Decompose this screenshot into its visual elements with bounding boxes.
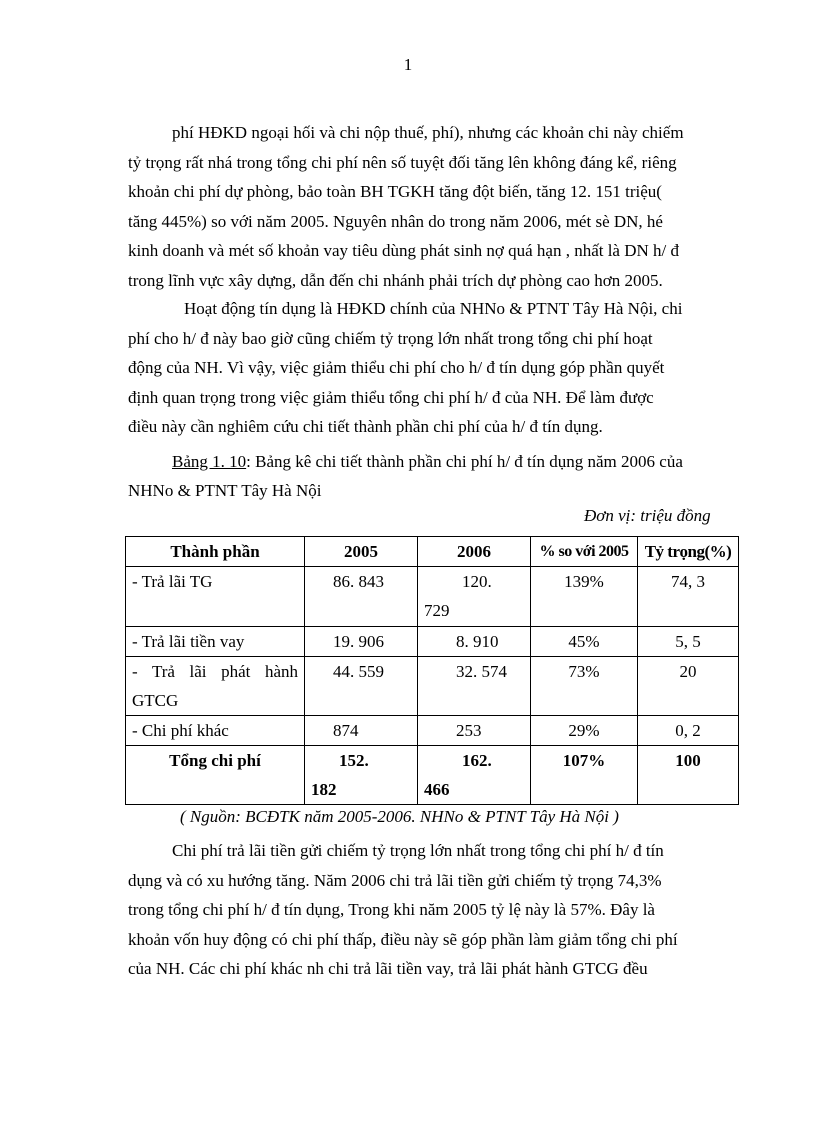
cell-share: 0, 2 bbox=[638, 716, 739, 746]
text-line: Hoạt động tín dụng là HĐKD chính của NHNo & PTNT Tây Hà Nội, chi bbox=[184, 299, 683, 318]
table-row bbox=[126, 627, 739, 657]
table-caption-text-2: NHNo & PTNT Tây Hà Nội bbox=[128, 481, 322, 500]
cell-2005: 86. 843 bbox=[305, 567, 418, 627]
text-line: trong lĩnh vực xây dựng, dẫn đến chi nhánh phải trích dự phòng cao hơn 2005. bbox=[128, 270, 663, 290]
cell-name: - Trả lãi tiền vay bbox=[126, 627, 305, 657]
header-cell: Tỷ trọng(%) bbox=[638, 537, 739, 567]
cell-share: 74, 3 bbox=[638, 567, 739, 627]
table-source: ( Nguồn: BCĐTK năm 2005-2006. NHNo & PTNT Tây Hà Nội ) bbox=[180, 807, 619, 826]
text-line: dụng và có xu hướng tăng. Năm 2006 chi trả lãi tiền gửi chiếm tỷ trọng 74,3% bbox=[128, 870, 662, 890]
cell-pct: 107% bbox=[531, 746, 638, 805]
cell-pct: 29% bbox=[531, 716, 638, 746]
cell-2005: 19. 906 bbox=[305, 627, 418, 657]
cost-breakdown-table bbox=[125, 536, 739, 805]
table-caption bbox=[128, 447, 742, 505]
paragraph-3 bbox=[128, 836, 742, 984]
cell-2006: 162. 466 bbox=[418, 746, 531, 805]
table-row bbox=[126, 657, 739, 716]
text-line: tăng 445%) so với năm 2005. Nguyên nhân do trong năm 2006, mét sè DN, hé bbox=[128, 211, 663, 231]
text-line: phí cho h/ đ này bao giờ cũng chiếm tỷ trọng lớn nhất trong tổng chi phí hoạt bbox=[128, 328, 653, 348]
table-header-row bbox=[126, 537, 739, 567]
table-total-row bbox=[126, 746, 739, 805]
table-row bbox=[126, 716, 739, 746]
paragraph-1 bbox=[128, 118, 742, 295]
cell-2005: 874 bbox=[305, 716, 418, 746]
unit-label: Đơn vị: triệu đồng bbox=[584, 506, 711, 525]
cell-pct: 45% bbox=[531, 627, 638, 657]
cell-name: - Trả lãi phát hành GTCG bbox=[126, 657, 305, 716]
page-number: 1 bbox=[403, 55, 413, 74]
cell-share: 5, 5 bbox=[638, 627, 739, 657]
text-line: Chi phí trả lãi tiền gửi chiếm tỷ trọng lớn nhất trong tổng chi phí h/ đ tín bbox=[172, 841, 664, 860]
table-row bbox=[126, 567, 739, 627]
text-line: của NH. Các chi phí khác nh chi trả lãi tiền vay, trả lãi phát hành GTCG đều bbox=[128, 959, 648, 978]
cell-2005: 152. 182 bbox=[305, 746, 418, 805]
cell-share: 20 bbox=[638, 657, 739, 716]
cell-pct: 139% bbox=[531, 567, 638, 627]
cell-name: - Trả lãi TG bbox=[126, 567, 305, 627]
header-cell: 2006 bbox=[418, 537, 531, 567]
text-line: khoản chi phí dự phòng, bảo toàn BH TGKH tăng đột biến, tăng 12. 151 triệu( bbox=[128, 182, 662, 201]
text-line: động của NH. Vì vậy, việc giảm thiểu chi phí cho h/ đ tín dụng góp phần quyết bbox=[128, 358, 665, 377]
text-line: kinh doanh và mét số khoản vay tiêu dùng phát sinh nợ quá hạn , nhất là DN h/ đ bbox=[128, 241, 680, 260]
cell-2006: 8. 910 bbox=[418, 627, 531, 657]
header-cell: Thành phần bbox=[126, 537, 305, 567]
cell-2006: 120. 729 bbox=[418, 567, 531, 627]
header-cell: % so với 2005 bbox=[531, 537, 638, 567]
text-line: điều này cần nghiêm cứu chi tiết thành phần chi phí của h/ đ tín dụng. bbox=[128, 417, 603, 436]
cell-2005: 44. 559 bbox=[305, 657, 418, 716]
paragraph-2 bbox=[128, 294, 742, 442]
table-caption-label: Bảng 1. 10 bbox=[172, 452, 247, 471]
cell-pct: 73% bbox=[531, 657, 638, 716]
cell-name: - Chi phí khác bbox=[126, 716, 305, 746]
cell-name: Tổng chi phí bbox=[126, 746, 305, 805]
cell-share: 100 bbox=[638, 746, 739, 805]
text-line: trong tổng chi phí h/ đ tín dụng, Trong khi năm 2005 tỷ lệ này là 57%. Đây là bbox=[128, 900, 655, 919]
cell-2006: 253 bbox=[418, 716, 531, 746]
table-caption-text: : Bảng kê chi tiết thành phần chi phí h/ đ tín dụng năm 2006 của bbox=[246, 452, 683, 471]
text-line: khoản vốn huy động có chi phí thấp, điều này sẽ góp phần làm giảm tổng chi phí bbox=[128, 929, 678, 949]
text-line: tỷ trọng rất nhá trong tổng chi phí nên số tuyệt đối tăng lên không đáng kể, riêng bbox=[128, 152, 677, 172]
text-line: định quan trọng trong việc giảm thiểu tổng chi phí h/ đ của NH. Để làm được bbox=[128, 387, 654, 407]
text-line: phí HĐKD ngoại hối và chi nộp thuế, phí), nhưng các khoản chi này chiếm bbox=[172, 123, 684, 142]
cell-2006: 32. 574 bbox=[418, 657, 531, 716]
header-cell: 2005 bbox=[305, 537, 418, 567]
